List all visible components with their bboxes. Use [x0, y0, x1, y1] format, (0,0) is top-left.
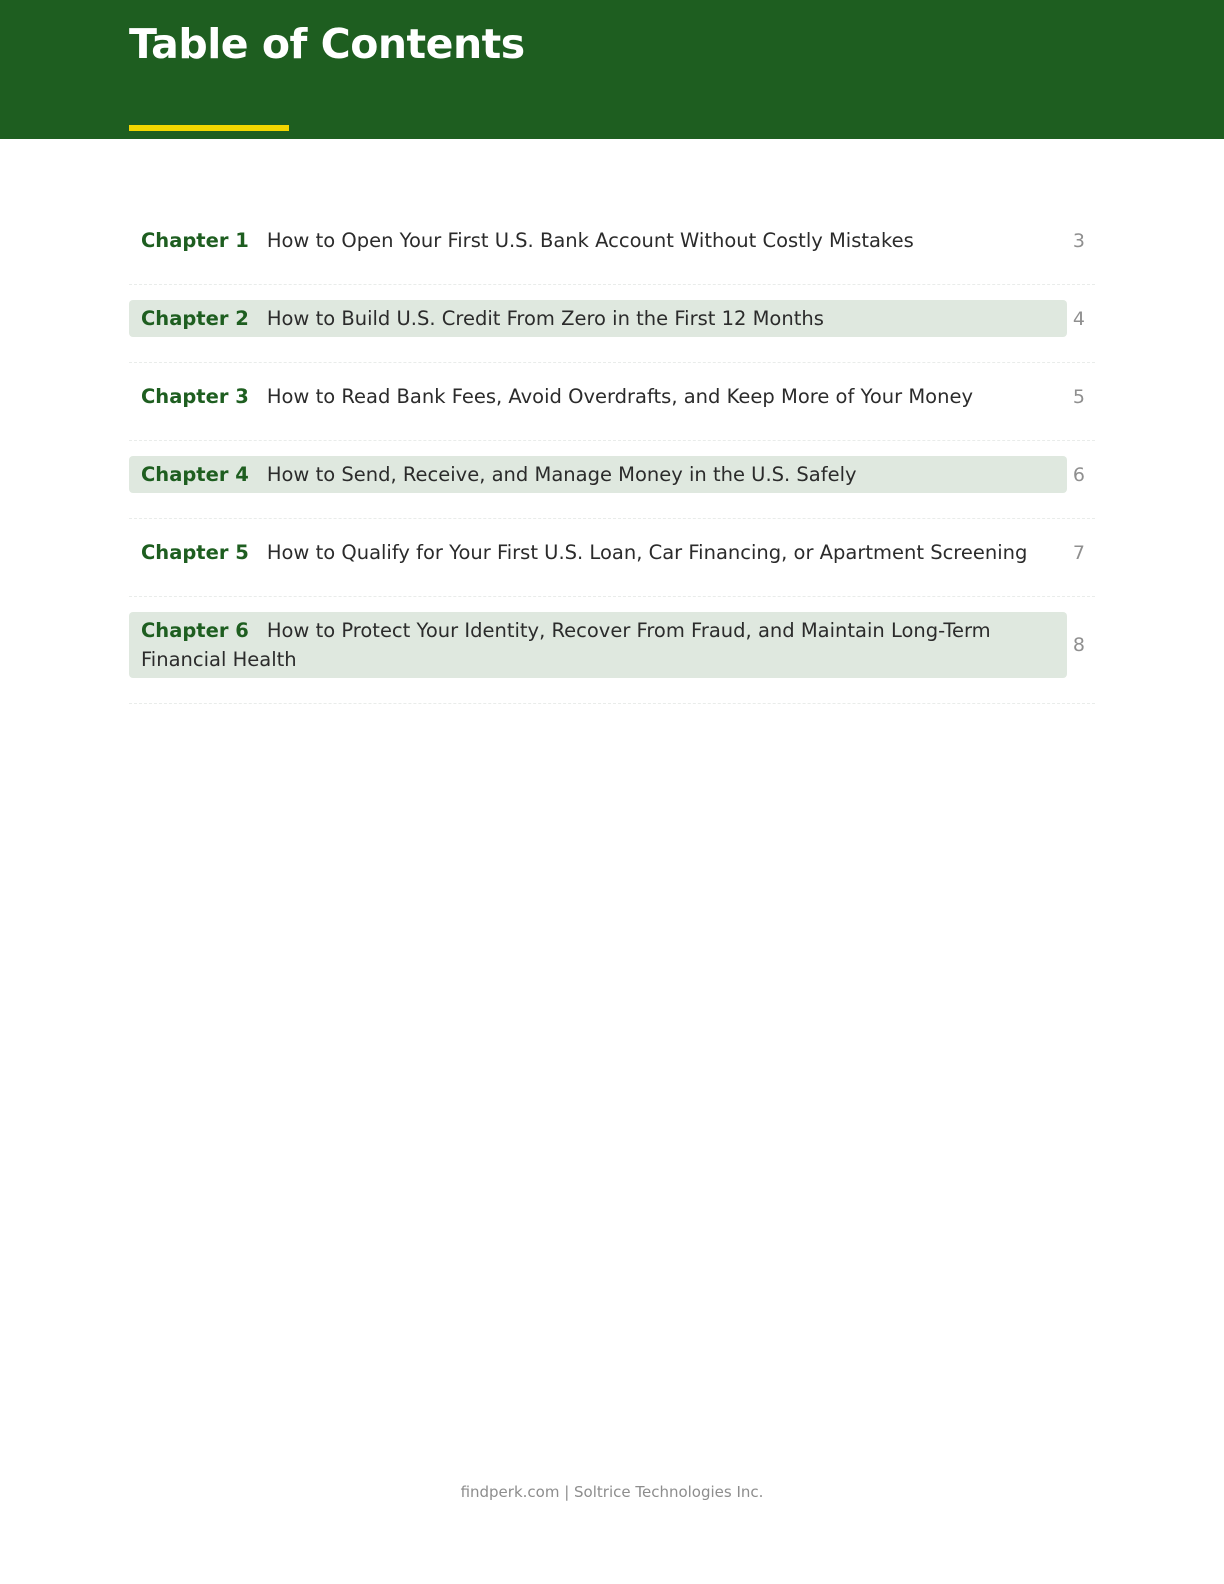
toc-chapter-title: How to Build U.S. Credit From Zero in the First 12 Months	[266, 307, 824, 330]
toc-chapter-title: How to Read Bank Fees, Avoid Overdrafts, and Keep More of Your Money	[266, 385, 974, 408]
title-accent-bar	[129, 125, 289, 131]
toc-chapter-label: Chapter 1	[141, 229, 249, 252]
toc-entry[interactable]	[129, 222, 1067, 259]
toc-entry[interactable]	[129, 534, 1067, 571]
toc-entry[interactable]	[129, 378, 1067, 415]
toc-chapter-label: Chapter 6	[141, 619, 249, 642]
toc-chapter-title: How to Send, Receive, and Manage Money in the U.S. Safely	[266, 463, 857, 486]
toc-page-number: 5	[1072, 385, 1085, 408]
toc-chapter-label: Chapter 3	[141, 385, 249, 408]
toc-row-chapter-5[interactable]	[129, 519, 1095, 597]
header-banner	[0, 0, 1224, 139]
toc-row-chapter-4[interactable]	[129, 441, 1095, 519]
toc-chapter-label: Chapter 2	[141, 307, 249, 330]
toc-chapter-title: How to Qualify for Your First U.S. Loan, Car Financing, or Apartment Screening	[266, 541, 1028, 564]
toc-entry[interactable]	[129, 300, 1067, 337]
toc-row-chapter-3[interactable]	[129, 363, 1095, 441]
page-footer: findperk.com | Soltrice Technologies Inc.	[460, 1483, 764, 1501]
table-of-contents	[129, 207, 1095, 704]
toc-row-chapter-1[interactable]	[129, 207, 1095, 285]
toc-page-number: 3	[1072, 229, 1085, 252]
toc-page-number: 4	[1072, 307, 1085, 330]
toc-entry[interactable]	[129, 612, 1067, 678]
toc-chapter-title: How to Open Your First U.S. Bank Account Without Costly Mistakes	[266, 229, 914, 252]
toc-row-chapter-2[interactable]	[129, 285, 1095, 363]
toc-page-number: 7	[1072, 541, 1085, 564]
toc-entry[interactable]	[129, 456, 1067, 493]
toc-chapter-title: How to Protect Your Identity, Recover From Fraud, and Maintain Long-Term Financial Health	[141, 619, 991, 671]
page-title: Table of Contents	[129, 20, 525, 68]
toc-page-number: 8	[1072, 634, 1085, 656]
toc-row-chapter-6[interactable]	[129, 597, 1095, 704]
toc-chapter-label: Chapter 5	[141, 541, 249, 564]
toc-chapter-label: Chapter 4	[141, 463, 249, 486]
toc-page-number: 6	[1072, 463, 1085, 486]
